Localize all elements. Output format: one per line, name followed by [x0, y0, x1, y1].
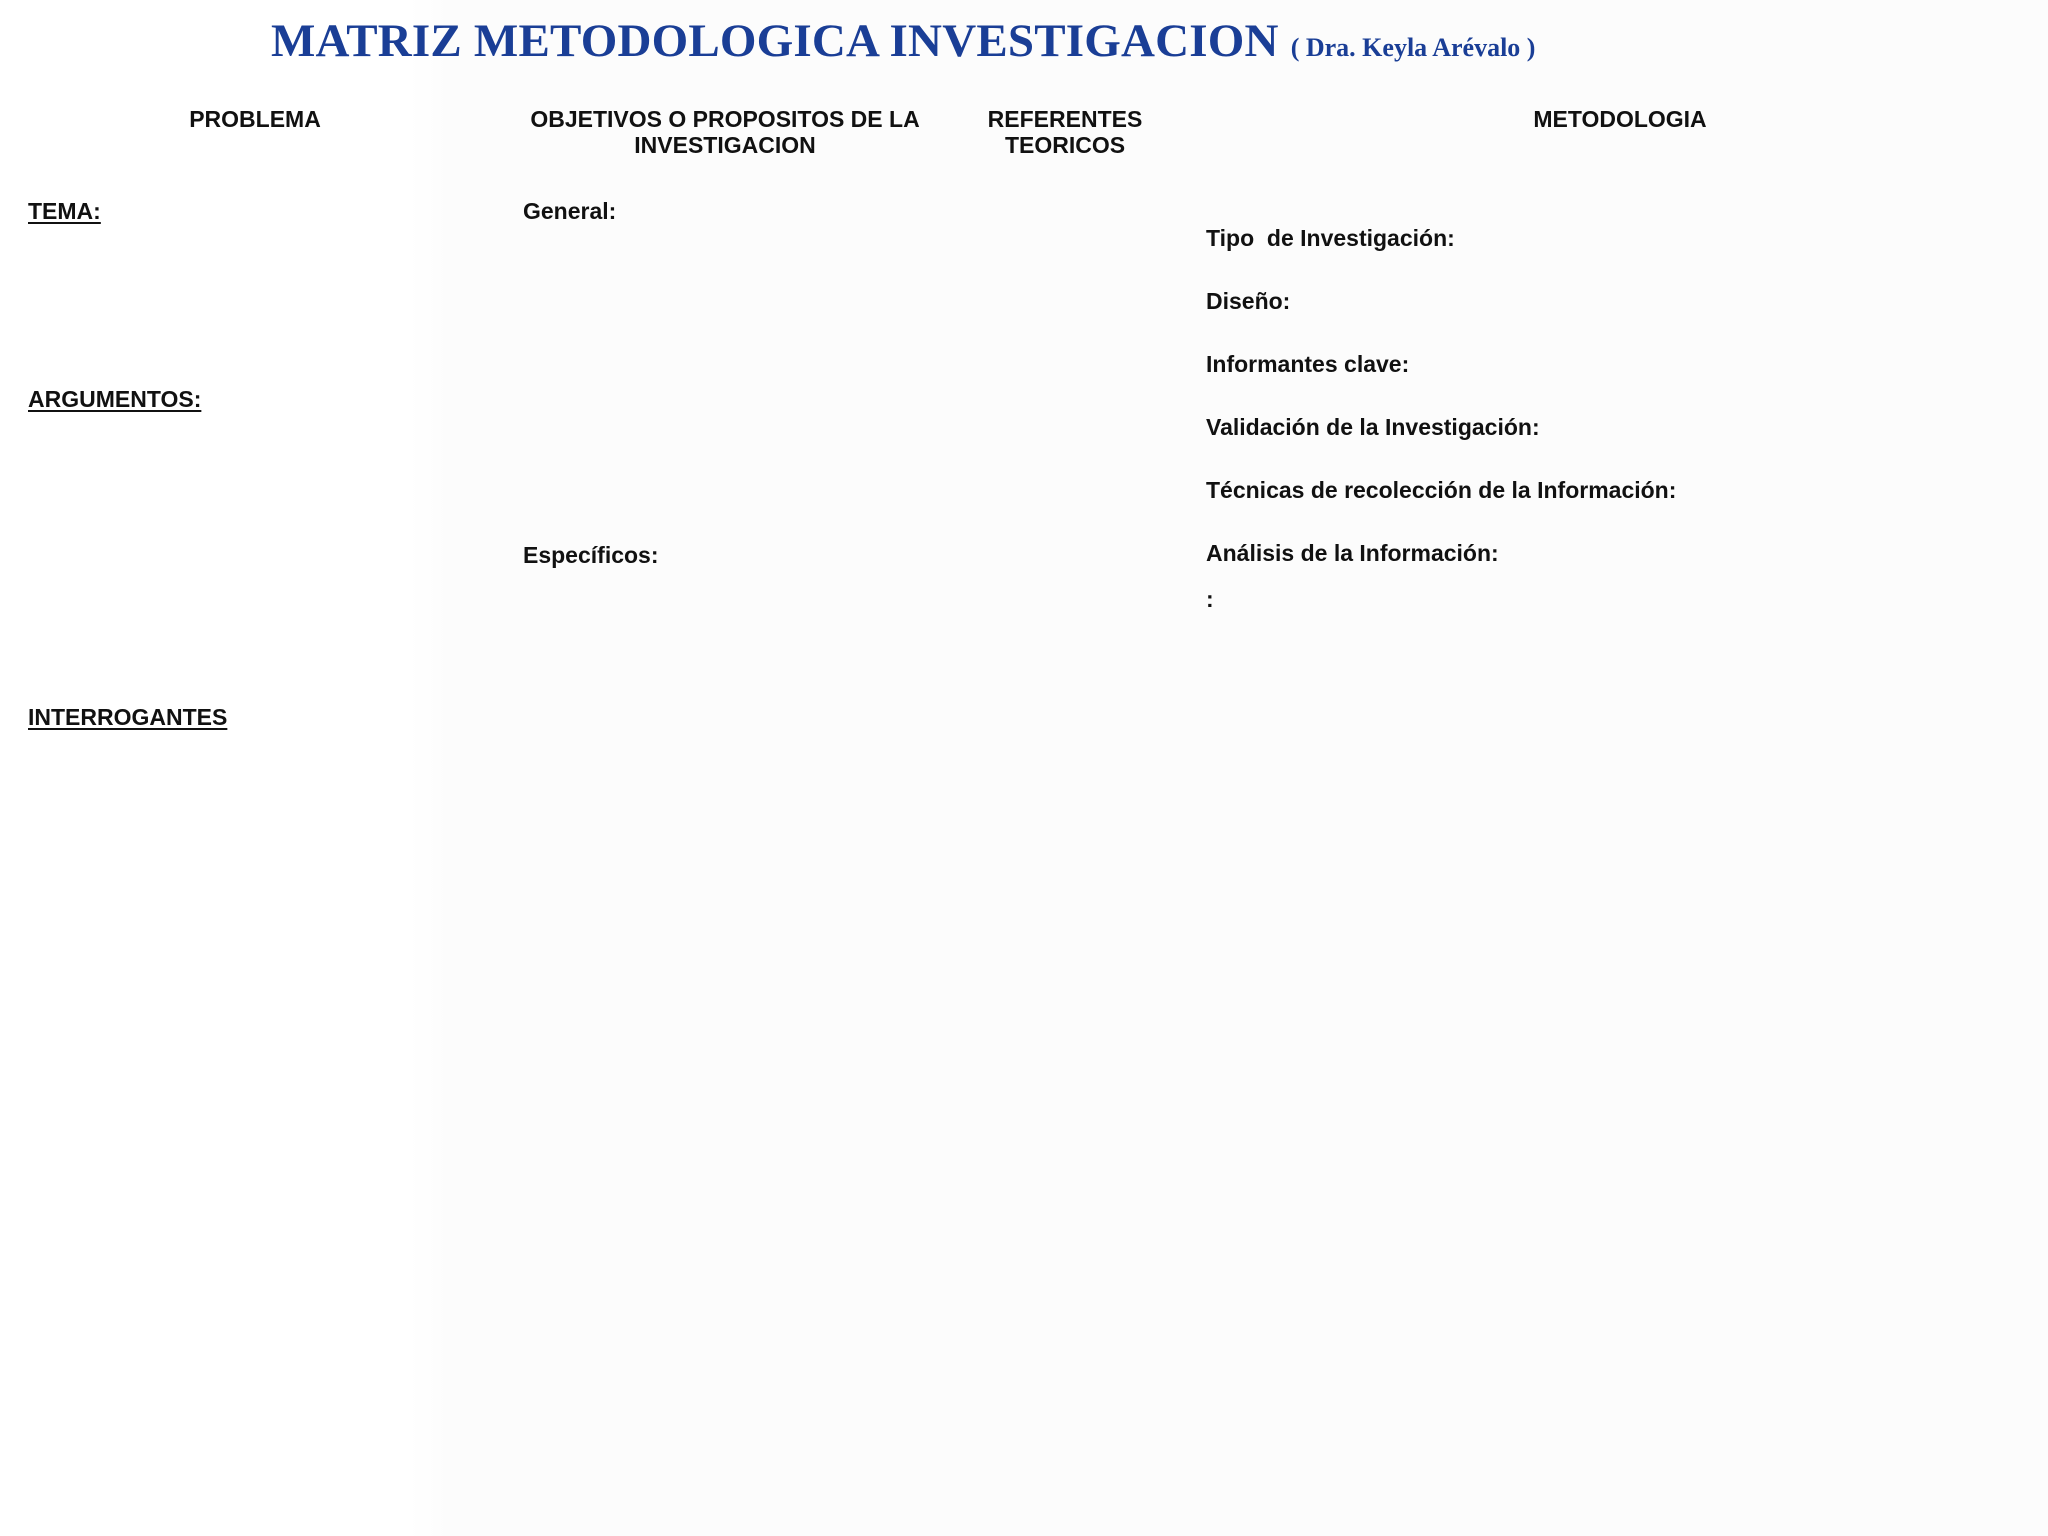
title-author: ( Dra. Keyla Arévalo ): [1290, 33, 1536, 62]
title-main: MATRIZ METODOLOGICA INVESTIGACION: [271, 15, 1279, 67]
header-referentes-line2: TEORICOS: [1004, 132, 1126, 158]
header-objetivos-line1: OBJETIVOS O PROPOSITOS DE LA: [530, 106, 920, 132]
label-validacion: Validación de la Investigación:: [1206, 414, 1540, 440]
label-especificos: Específicos:: [523, 542, 659, 568]
header-objetivos-line2: INVESTIGACION: [634, 132, 816, 158]
header-referentes: [975, 106, 1155, 158]
label-argumentos: ARGUMENTOS:: [28, 386, 202, 412]
label-informantes: Informantes clave:: [1206, 351, 1410, 377]
label-general: General:: [523, 198, 617, 224]
header-metodologia: METODOLOGIA: [1533, 106, 1707, 132]
label-interrogantes: INTERROGANTES: [28, 704, 228, 730]
label-tema: TEMA:: [28, 198, 101, 224]
header-objetivos: [515, 106, 935, 158]
label-diseno: Diseño:: [1206, 288, 1291, 314]
label-tecnicas: Técnicas de recolección de la Información:: [1206, 477, 1677, 503]
document-title: [271, 14, 1535, 68]
header-referentes-line1: REFERENTES: [987, 106, 1143, 132]
label-analisis: Análisis de la Información:: [1206, 540, 1499, 566]
label-tipo-investigacion: Tipo de Investigación:: [1206, 225, 1455, 251]
header-problema: PROBLEMA: [189, 106, 321, 132]
label-extra-colon: :: [1206, 586, 1214, 612]
